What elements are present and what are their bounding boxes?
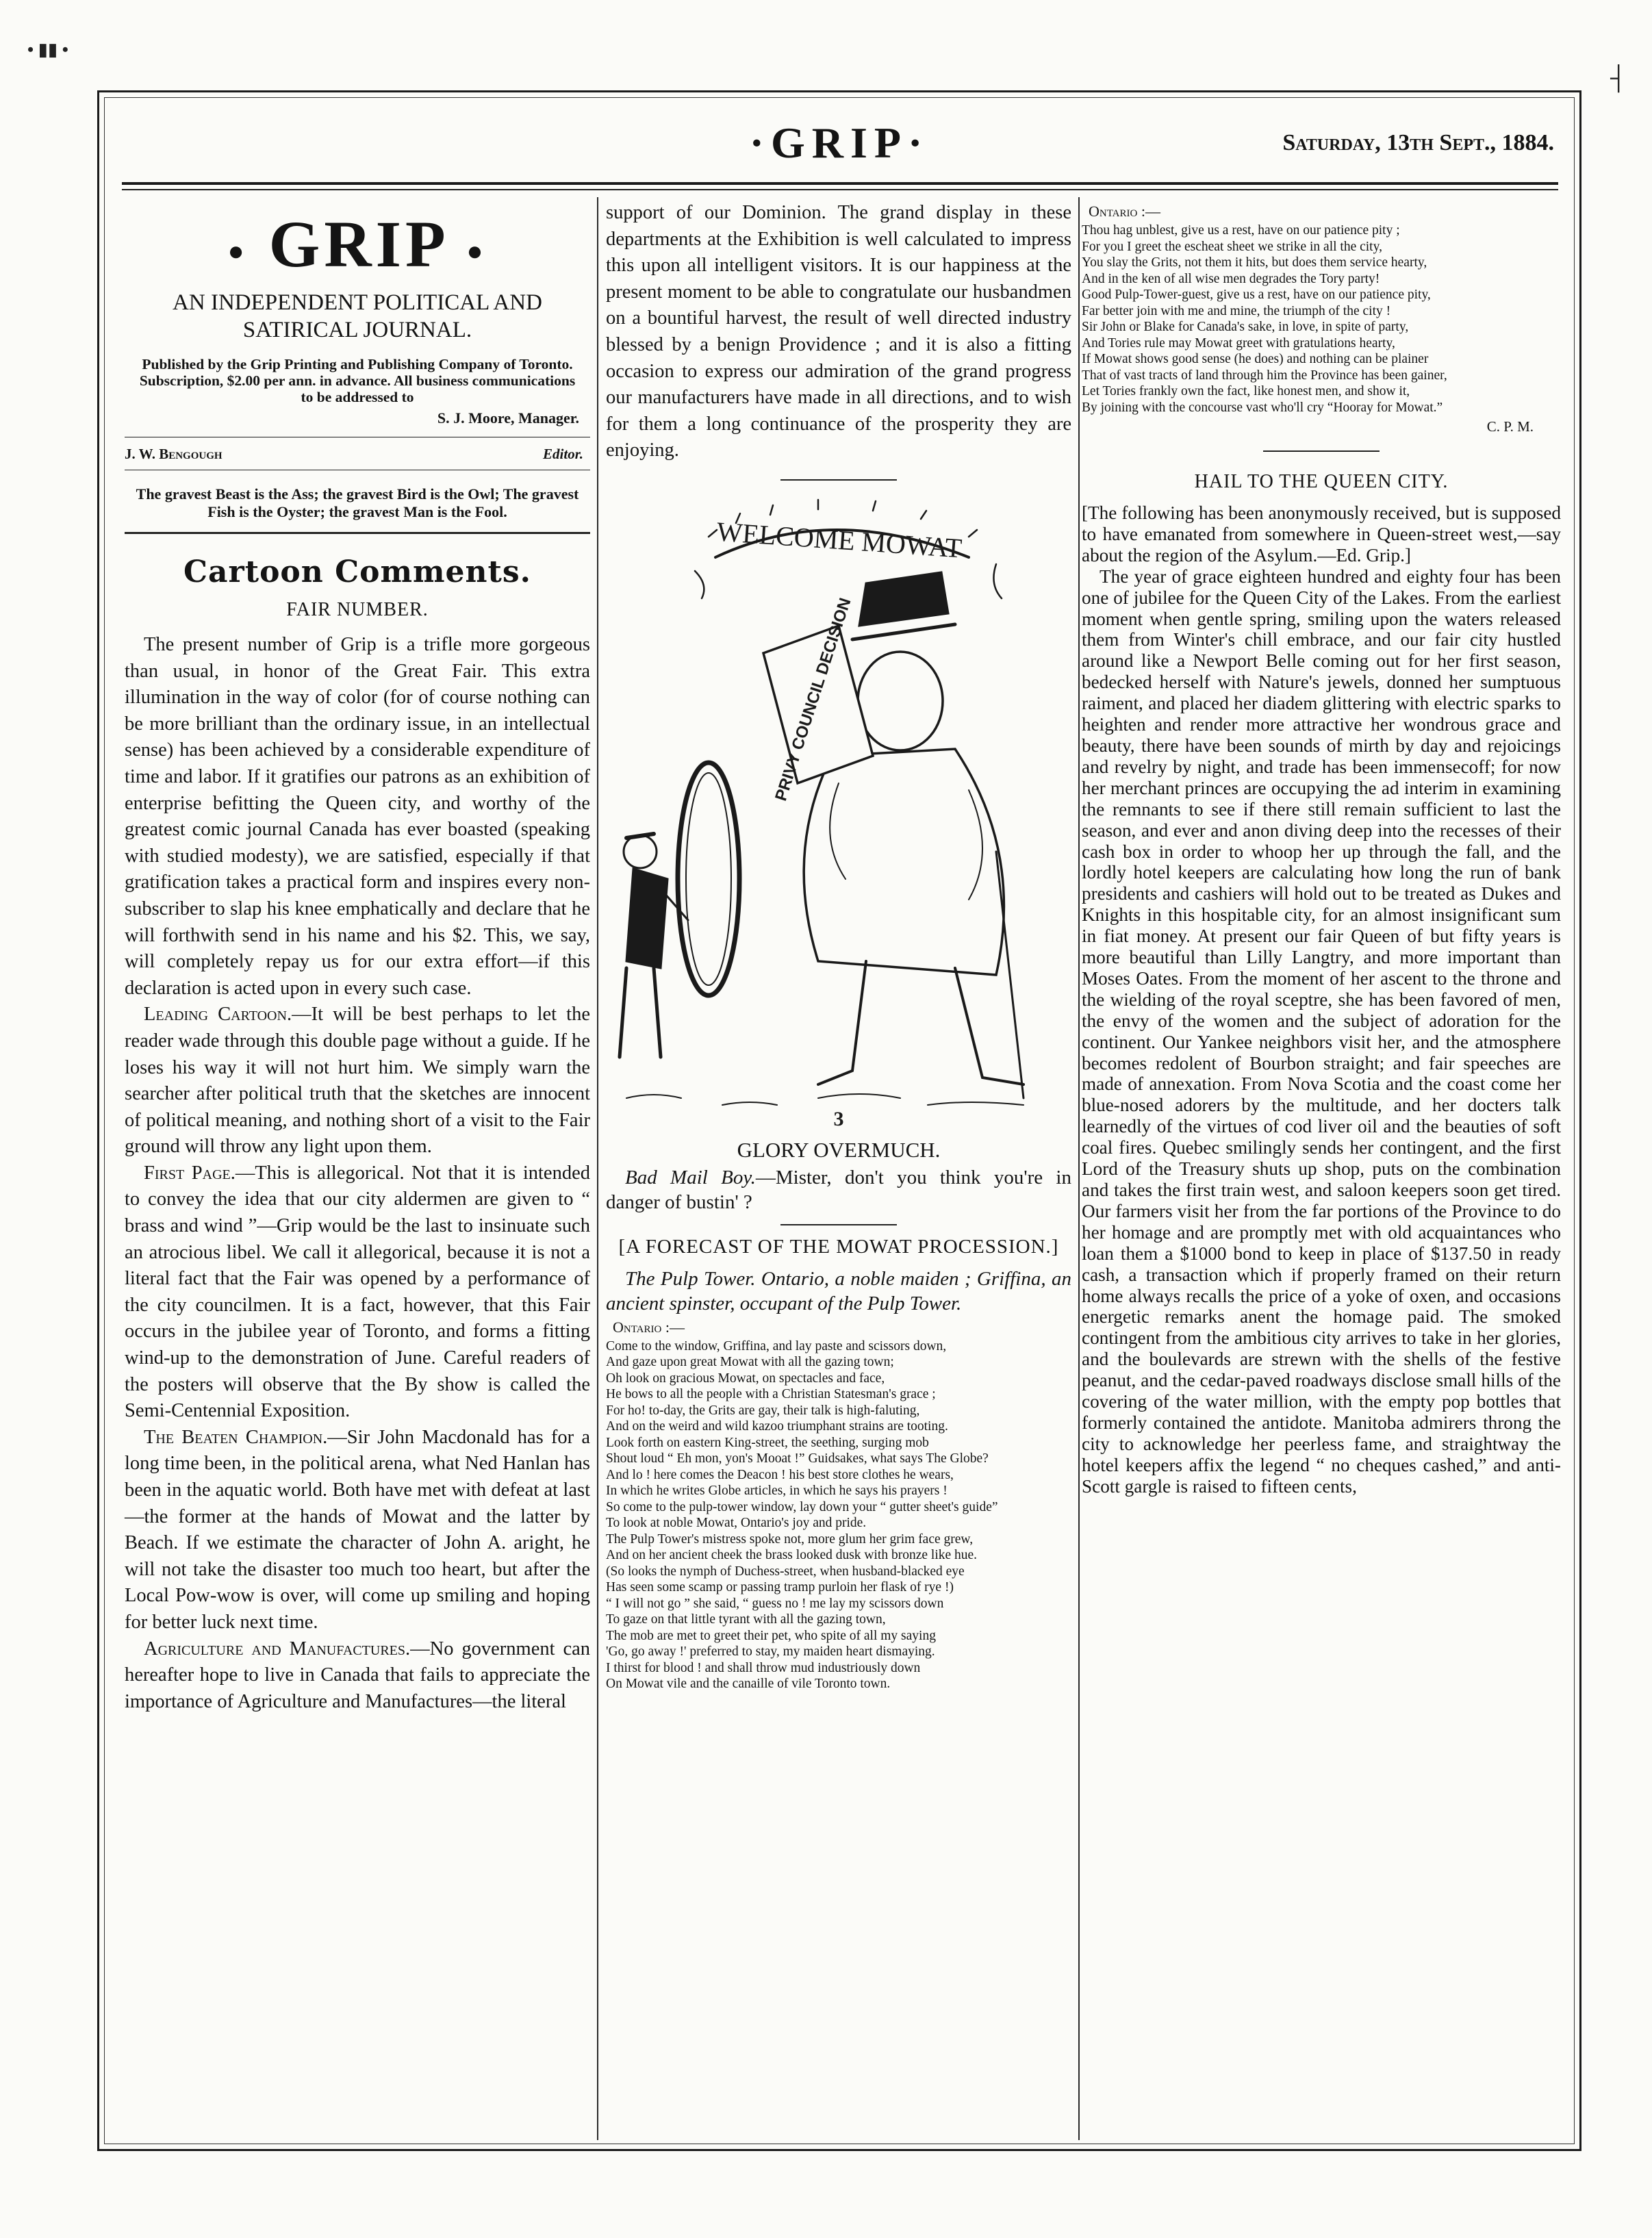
verse-line: By joining with the concourse vast who'll cry “Hooray for Mowat.”	[1082, 400, 1443, 415]
verse-line: If Mowat shows good sense (he does) and nothing can be plainer	[1082, 352, 1429, 366]
first-page-paragraph	[125, 1160, 590, 1425]
corner-mark-left: • ▮▮ •	[27, 40, 68, 60]
forecast-verse	[606, 1338, 1071, 1692]
grip-logo-text: GRIP	[268, 207, 446, 281]
beaten-champion-paragraph	[125, 1425, 590, 1636]
queen-city-intro: [The following has been anonymously received, but is supposed to have emanated from somewhere in Queen-street west,—say about the region of the Asylum.—Ed. Grip.]	[1082, 503, 1561, 565]
cartoon-banner-text: WELCOME MOWAT	[715, 516, 963, 564]
verse-line: On Mowat vile and the canaille of vile Toronto town.	[606, 1677, 891, 1692]
verse-signature: C. P. M.	[1486, 418, 1534, 435]
cartoon-speaker: Bad Mail Boy.	[625, 1166, 756, 1188]
masthead-title: ·GRIP·	[749, 118, 930, 167]
verse-line: You slay the Grits, not them it hits, but does them service hearty,	[1082, 255, 1427, 270]
queen-city-body: The year of grace eighteen hundred and eighty four has been one of jubilee for the Queen City of the Lakes. From the earliest moment when gentle spring, smiling upon the waters released them from Winter's chill embrace, and our fair city hustled around like a Newport Belle coming out for her first season, bedecked herself with Nature's jewels, donned her sumptuous raiment, and placed her diadem glittering with electric sparks to heighten and render more attractive her wondrous grace and beauty, there have been sounds of mirth by day and rejoicings and revelry by night, and trade has been immensecoff; for now her merchant princes are occupying the ad interim in examining the remnants to see if there still remain sufficient to last the season, and ever and anon diving deep into the recesses of their cash box in order to whoop her up through the fall, and the lordly hotel keepers are calculating how long the run of bank presidents and cashiers will hold out to be treated as Dukes and Knights in this hospitable city, for an almost insignificant sum in fiat money. At present our fair Queen of but fifty years is more beautiful than Lilly Langtry, and more important than Moses Oates. From the moment of her ascent to the throne and the wielding of the royal sceptre, she has been favored of men, the envy of the women and the subject of adoration for the continent. Our Yankee neighbors visit her, and the atmosphere becomes redolent of Bourbon straight; and fair speeches are made of annexation. From Nova Scotia and the coast come her blue-nosed adorers by the multitude, and her docters talk learnedly of the virtues of cod liver oil and the beauties of soft coal fires. Quebec smilingly sends her contingent, and the first Lord of the Treasury shuts up shop, puts on the combination and takes the first train west, and saloon keepers soon get tired. Our farmers visit her from the far portions of the Province to do her homage and are promptly met with old acquaintances who loan them a $1000 bond to keep in place of $137.50 in ready cash, a transaction which if properly framed on their return home always recalls the price of a yoke of oxen, and occasions energetic remarks anent the homage paid. The smoked contingent from the ambitious city arrives to take in her glories, and the boulevards are strewn with the shells of the festive peanut, and the cedar-paved roadways disclose small hills of the covering of the water million, with the empty pop bottles that formerly contained the antidote. Manitoba admirers throng the city to acknowledge her peerless fame, and straightway the hotel keepers affix the legend “ no cheques cashed,” and anti-Scott gargle is raised to fifteen cents,	[1082, 565, 1561, 1497]
masthead	[104, 103, 1575, 178]
column-2	[606, 200, 1071, 1692]
verse-line: He bows to all the people with a Christian Statesman's grace ;	[606, 1387, 936, 1402]
verse-speaker: Ontario :—	[1089, 203, 1160, 220]
verse-line: For ho! to-day, the Grits are gay, their talk is high-faluting,	[606, 1403, 920, 1418]
first-page-label: First Page.	[144, 1162, 236, 1184]
divider	[1263, 450, 1380, 452]
verse-line: For you I greet the escheat sheet we strike in all the city,	[1082, 239, 1382, 254]
verse-line: The Pulp Tower's mistress spoke not, more glum her grim face grew,	[606, 1531, 974, 1547]
verse-line: To gaze on that little tyrant with all the gazing town,	[606, 1612, 886, 1627]
agriculture-paragraph	[125, 1636, 590, 1716]
forecast-speaker: Ontario :—	[613, 1318, 685, 1336]
motto: The gravest Beast is the Ass; the gravest Bird is the Owl; The gravest Fish is the Oyster; the gravest Man is the Fool.	[136, 485, 579, 520]
cartoon-mark: 3	[833, 1107, 844, 1130]
continued-body: support of our Dominion. The grand display in these departments at the Exhibition is well calculated to impress this upon all intelligent visitors. It is our happiness at the present moment to be able to congratulate our husbandmen on a bountiful harvest, the result of well directed industry blessed by a benign Providence ; and it is also a fitting occasion to express our admiration of the grand progress our manufacturers have made in all directions, and to wish for them a long continuance of the prosperity they are enjoying.	[606, 202, 1071, 461]
masthead-rule-thin	[122, 189, 1558, 190]
top-hat	[859, 572, 948, 626]
cartoon-quote	[606, 1165, 1071, 1215]
verse-line: (So looks the nymph of Duchess-street, when husband-blacked eye	[606, 1564, 965, 1579]
editor-line	[125, 437, 590, 470]
divider	[780, 1224, 897, 1225]
verse-line: Has seen some scamp or passing tramp purloin her flask of rye !)	[606, 1580, 954, 1595]
grip-logo	[125, 207, 590, 282]
cartoon-caption: GLORY OVERMUCH.	[737, 1137, 941, 1162]
verse-line: That of vast tracts of land through him the Province has been gainer,	[1082, 368, 1447, 383]
agriculture-label: Agriculture and Manufactures.	[144, 1638, 411, 1660]
verse-line: And in the ken of all wise men degrades the Tory party!	[1082, 271, 1380, 286]
hoop	[678, 763, 739, 995]
verse-line: In which he writes Globe articles, in which he says his prayers !	[606, 1484, 948, 1499]
beaten-champion-label: The Beaten Champion.	[144, 1426, 328, 1448]
fair-number-body: The present number of Grip is a trifle more gorgeous than usual, in honor of the Great Fair. This extra illumination in the way of color (for of course nothing can be more brilliant than the ordinary issue, in an intellectual sense) has been achieved by a considerable expenditure of time and labor. If it gratifies our patrons as an exhibition of enterprise befitting the Queen city, and worthy of the greatest comic journal Canada has ever boasted (speaking with studied modesty), we are satisfied, especially if that gratification takes a practical form and inspires every non-subscriber to slap his knee emphatically and declare that he will forthwith send in his name and his $2. This, we say, will completely repay us for our extra effort—if this declaration is acted upon in every such case.	[125, 634, 590, 999]
leading-cartoon-label: Leading Cartoon.	[144, 1004, 292, 1026]
column-1	[125, 200, 590, 1715]
verse-line: Oh look on gracious Mowat, on spectacles and face,	[606, 1371, 885, 1386]
verse-line: And on the weird and wild kazoo triumphant strains are tooting.	[606, 1419, 948, 1434]
verse-line: I thirst for blood ! and shall throw mud industriously down	[606, 1660, 921, 1675]
cartoon-sign-text: PRIVY COUNCIL DECISION	[772, 596, 855, 804]
queen-city-title: HAIL TO THE QUEEN CITY.	[1194, 471, 1449, 492]
fair-number-title: FAIR NUMBER.	[286, 599, 429, 620]
beaten-champion-body: —Sir John Macdonald has for a long time been, in the political arena, what Ned Hanlan has been in the aquatic world. Both have met with defeat at last—the former at the hands of Mowat and the latter by Beach. If we estimate the character of John A. aright, he will not take the disaster too much too heart, but after the Local Pow-wow is over, will come up smiling and hoping for better luck next time.	[125, 1426, 591, 1633]
verse-line: And on her ancient cheek the brass looked dusk with bronze like hue.	[606, 1548, 978, 1563]
boy-figure	[626, 869, 668, 968]
verse-line: 'Go, go away !' preferred to stay, my maiden heart dismaying.	[606, 1644, 935, 1660]
publication-info: Published by the Grip Printing and Publishing Company of Toronto. Subscription, $2.00 per ann. in advance. All business communications to be addressed to	[139, 356, 576, 405]
leading-cartoon-paragraph	[125, 1002, 590, 1160]
verse-line: Come to the window, Griffina, and lay paste and scissors down,	[606, 1338, 947, 1353]
verse-line: Thou hag unblest, give us a rest, have on our patience pity ;	[1082, 223, 1400, 238]
logo-dot-left: ●	[227, 235, 249, 266]
verse-line: Look forth on eastern King-street, the seething, surging mob	[606, 1435, 929, 1450]
forecast-intro: The Pulp Tower. Ontario, a noble maiden ; Griffina, an ancient spinster, occupant of the Pulp Tower.	[606, 1267, 1071, 1314]
editor-name: J. W. Bengough	[125, 446, 223, 462]
masthead-rule-thick	[122, 182, 1558, 185]
logo-dot-right: ●	[466, 235, 487, 266]
leading-cartoon-body: —It will be best perhaps to let the reader wade through this double page without a guide. If he loses his way it will not hurt him. We simply warn the searcher after political truth that the sketches are innocent of political meaning, and nothing short of a visit to the Fair ground will throw any light upon them.	[125, 1004, 590, 1158]
manager-line: S. J. Moore, Manager.	[437, 409, 579, 427]
verse-line: Far better join with me and mine, the triumph of the city !	[1082, 303, 1391, 318]
verse-line: And gaze upon great Mowat with all the gazing town;	[606, 1355, 894, 1370]
verse-line: So come to the pulp-tower window, lay down your “ gutter sheet's guide”	[606, 1499, 998, 1514]
first-page-body: —This is allegorical. Not that it is intended to convey the idea that our city aldermen are given to “ brass and wind ”—Grip would be the last to insinuate such an atrocious libel. We call it allegorical, because it is not a literal fact that the Fair was opened by a performance of the city councilmen. It is a fact, however, that this Fair occurs in the jubilee year of Toronto, and forms a fitting wind-up to the demonstration of June. Careful readers of the posters will observe that the By show is called the Semi-Centennial Exposition.	[125, 1162, 590, 1422]
verse-line: Let Tories frankly own the fact, like honest men, and show it,	[1082, 384, 1410, 398]
divider	[125, 532, 590, 534]
verse-line: And Tories rule may Mowat greet with gratulations hearty,	[1082, 335, 1395, 351]
big-man-coat	[804, 749, 1004, 975]
cartoon-illustration	[613, 496, 1065, 1132]
editor-title: Editor.	[543, 446, 583, 462]
corner-mark-right: ┤	[1610, 66, 1627, 91]
verse-line: The mob are met to greet their pet, who spite of all my saying	[606, 1628, 936, 1643]
column-divider-1	[597, 197, 598, 2140]
cartoon-quote-text: —Mister, don't you think you're in danger of bustin' ?	[606, 1166, 1071, 1213]
cane	[996, 852, 1024, 1098]
column-3	[1082, 200, 1561, 1497]
verse-line: To look at noble Mowat, Ontario's joy and pride.	[606, 1516, 867, 1531]
verse-line: Sir John or Blake for Canada's sake, in love, in spite of party,	[1082, 320, 1409, 334]
verse-line: “ I will not go ” she said, “ guess no ! me lay my scissors down	[606, 1596, 944, 1611]
verse-line: Shout loud “ Eh mon, yon's Mooat !” Guidsakes, what says The Globe?	[606, 1451, 989, 1466]
forecast-title: [A FORECAST OF THE MOWAT PROCESSION.]	[618, 1235, 1059, 1258]
reply-verse	[1082, 222, 1561, 416]
section-title: Cartoon Comments.	[183, 555, 531, 589]
masthead-date: Saturday, 13th Sept., 1884.	[1282, 130, 1554, 155]
divider	[780, 479, 897, 481]
verse-line: And lo ! here comes the Deacon ! his best store clothes he wears,	[606, 1467, 954, 1482]
column-divider-2	[1078, 197, 1080, 2140]
verse-line: Good Pulp-Tower-guest, give us a rest, have on our patience pity,	[1082, 288, 1431, 302]
tagline: AN INDEPENDENT POLITICAL AND SATIRICAL JOURNAL.	[173, 290, 542, 342]
agriculture-body: —No government can hereafter hope to live in Canada that fails to appreciate the importance of Agriculture and Manufactures—the literal	[125, 1638, 590, 1712]
cartoon-drawing	[613, 496, 1065, 1132]
